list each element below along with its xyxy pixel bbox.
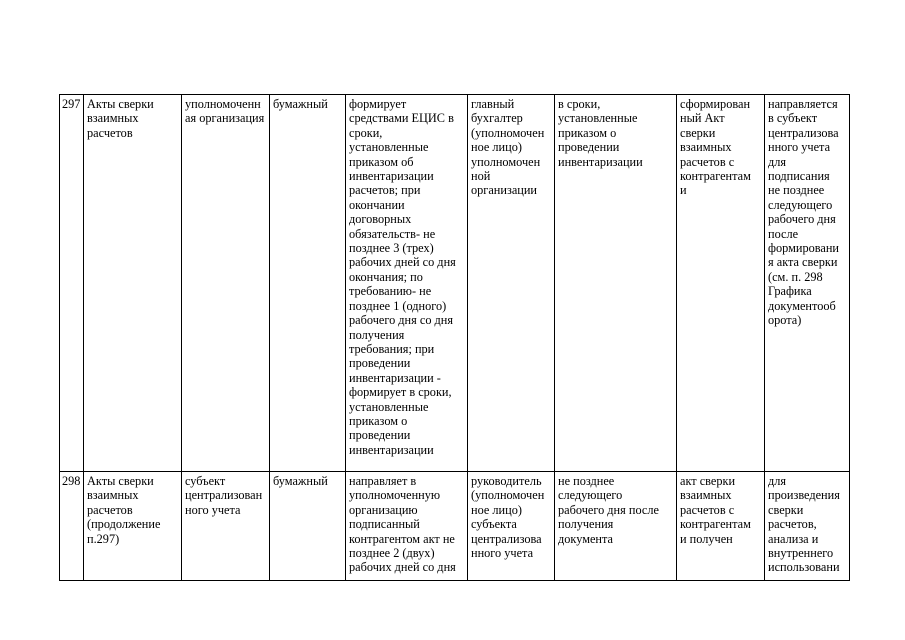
document-name-cell: Акты сверки взаимных расчетов (продолжение п.297) xyxy=(84,472,182,581)
deadline-cell: в сроки, установленные приказом о проведении инвентаризации xyxy=(555,95,677,472)
responsible-cell: уполномоченн ая организация xyxy=(182,95,270,472)
form-cell: бумажный xyxy=(270,95,346,472)
result-cell: акт сверки взаимных расчетов с контрагентам и получен xyxy=(677,472,765,581)
action-cell: формирует средствами ЕЦИС в сроки, установленные приказом об инвентаризации расчетов; при окончании договорных обязательств- не позднее 3 (трех) рабочих дней со дня окончания; по требованию- не позднее 1 (одного) рабочего дня со дня получения требования; при проведении инвентаризации - формирует в сроки, установленные приказом о проведении инвентаризации xyxy=(346,95,468,472)
table-row xyxy=(60,472,850,581)
form-cell: бумажный xyxy=(270,472,346,581)
destination-cell: для произведения сверки расчетов, анализа и внутреннего использовани xyxy=(765,472,850,581)
row-number: 298 xyxy=(60,472,84,581)
document-flow-table xyxy=(59,94,850,581)
signer-cell: главный бухгалтер (уполномочен ное лицо) уполномочен ной организации xyxy=(468,95,555,472)
row-number: 297 xyxy=(60,95,84,472)
action-cell: направляет в уполномоченную организацию подписанный контрагентом акт не позднее 2 (двух) рабочих дней со дня xyxy=(346,472,468,581)
signer-cell: руководитель (уполномочен ное лицо) субъекта централизова нного учета xyxy=(468,472,555,581)
table-row xyxy=(60,95,850,472)
deadline-cell: не позднее следующего рабочего дня после получения документа xyxy=(555,472,677,581)
document-name-cell: Акты сверки взаимных расчетов xyxy=(84,95,182,472)
responsible-cell: субъект централизован ного учета xyxy=(182,472,270,581)
destination-cell: направляется в субъект централизова нного учета для подписания не позднее следующего рабочего дня после формировани я акта сверки (см. п. 298 Графика документооб орота) xyxy=(765,95,850,472)
result-cell: сформирован ный Акт сверки взаимных расчетов с контрагентам и xyxy=(677,95,765,472)
